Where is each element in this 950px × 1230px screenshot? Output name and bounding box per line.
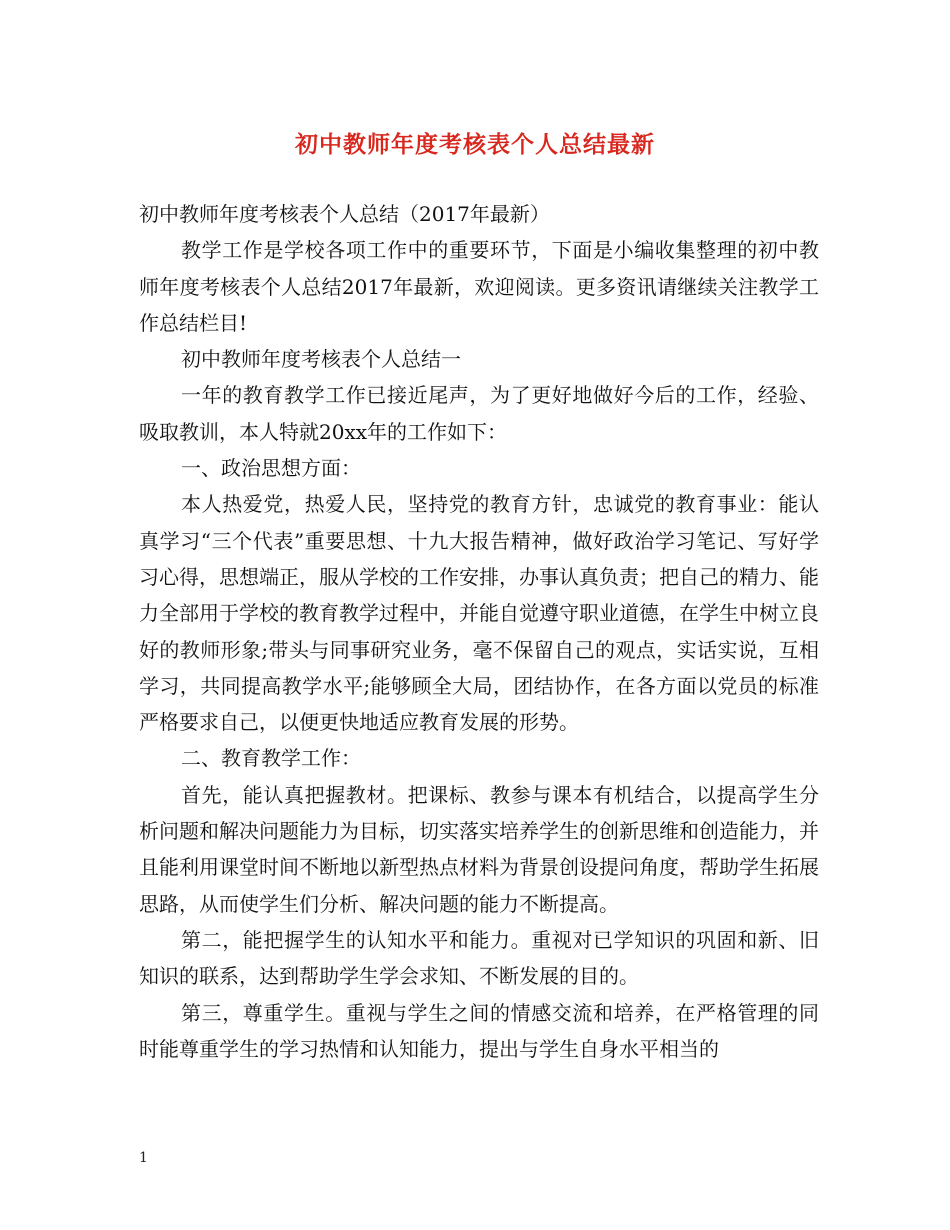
body-paragraph: 第三，尊重学生。重视与学生之间的情感交流和培养，在严格管理的同时能尊重学生的学习热情和认知能力，提出与学生自身水平相当的 bbox=[139, 1000, 819, 1061]
section-heading: 二、教育教学工作： bbox=[181, 746, 361, 771]
body-paragraph: 第二，能把握学生的认知水平和能力。重视对已学知识的巩固和新、旧知识的联系，达到帮助学生学会求知、不断发展的目的。 bbox=[139, 927, 819, 989]
page-number: 1 bbox=[139, 1150, 148, 1166]
body-paragraph: 首先，能认真把握教材。把课标、教参与课本有机结合，以提高学生分析问题和解决问题能力为目标，切实落实培养学生的创新思维和创造能力，并且能利用课堂时间不断地以新型热点材料为背景创设提问角度，帮助学生拓展思路，从而使学生们分析、解决问题的能力不断提高。 bbox=[139, 782, 819, 916]
section-heading: 一、政治思想方面： bbox=[181, 456, 361, 481]
intro-paragraph: 教学工作是学校各项工作中的重要环节，下面是小编收集整理的初中教师年度考核表个人总结2017年最新，欢迎阅读。更多资讯请继续关注教学工作总结栏目! bbox=[139, 238, 819, 335]
body-paragraph: 一年的教育教学工作已接近尾声，为了更好地做好今后的工作，经验、吸取教训，本人特就20xx年的工作如下： bbox=[139, 383, 819, 444]
section-heading: 初中教师年度考核表个人总结一 bbox=[181, 347, 461, 372]
subtitle-paragraph: 初中教师年度考核表个人总结（2017年最新） bbox=[139, 202, 550, 226]
body-paragraph: 本人热爱党，热爱人民，坚持党的教育方针，忠诚党的教育事业：能认真学习“三个代表”重要思想、十九大报告精神，做好政治学习笔记、写好学习心得，思想端正，服从学校的工作安排，办事认真负责；把自己的精力、能力全部用于学校的教育教学过程中，并能自觉遵守职业道德，在学生中树立良好的教师形象;带头与同事研究业务，毫不保留自己的观点，实话实说，互相学习，共同提高教学水平;能够顾全大局，团结协作，在各方面以党员的标准严格要求自己，以便更快地适应教育发展的形势。 bbox=[139, 492, 819, 735]
document-body bbox=[139, 196, 819, 1067]
document-title: 初中教师年度考核表个人总结最新 bbox=[295, 131, 655, 158]
